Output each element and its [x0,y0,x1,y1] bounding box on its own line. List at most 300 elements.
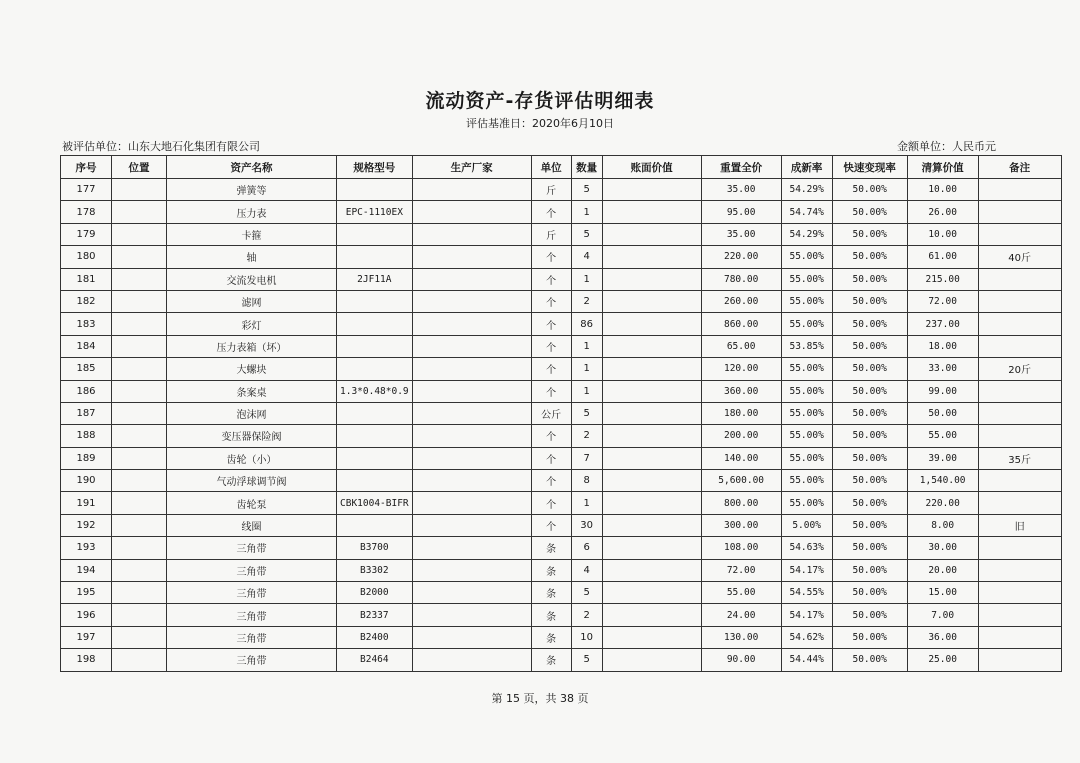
cell-col-unit: 条 [531,626,571,648]
cell-col-remarks [978,223,1061,245]
cell-col-book-value [602,626,701,648]
cell-col-newness-rate: 55.00% [781,268,832,290]
page-footer: 第 15 页，共 38 页 [491,692,589,705]
cell-col-seq: 178 [61,201,112,223]
cell-col-asset-name: 大螺块 [167,358,337,380]
cell-col-unit: 个 [531,380,571,402]
cell-col-remarks: 旧 [978,514,1061,536]
cell-col-spec [337,246,413,268]
cell-col-remarks [978,537,1061,559]
header-col-unit: 单位 [531,156,571,179]
cell-col-spec [337,402,413,424]
cell-col-seq: 185 [61,358,112,380]
cell-col-book-value [602,358,701,380]
cell-col-book-value [602,201,701,223]
cell-col-spec [337,470,413,492]
cell-col-manufacturer [412,425,531,447]
header-col-replacement-value: 重置全价 [701,156,781,179]
cell-col-newness-rate: 54.62% [781,626,832,648]
cell-col-remarks [978,492,1061,514]
table-row [61,380,1062,402]
cell-col-newness-rate: 54.17% [781,604,832,626]
cell-col-book-value [602,447,701,469]
cell-col-seq: 189 [61,447,112,469]
cell-col-book-value [602,604,701,626]
cell-col-manufacturer [412,492,531,514]
table-row [61,626,1062,648]
cell-col-location [112,582,167,604]
table-row [61,514,1062,536]
cell-col-manufacturer [412,201,531,223]
cell-col-book-value [602,470,701,492]
cell-col-replacement-value: 120.00 [701,358,781,380]
table-row [61,604,1062,626]
cell-col-liquidation-rate: 50.00% [832,201,907,223]
cell-col-liquidation-rate: 50.00% [832,223,907,245]
cell-col-book-value [602,335,701,357]
cell-col-newness-rate: 54.29% [781,179,832,201]
cell-col-liquidation-rate: 50.00% [832,358,907,380]
cell-col-liquidation-rate: 50.00% [832,514,907,536]
cell-col-liquidation-rate: 50.00% [832,380,907,402]
cell-col-asset-name: 三角带 [167,626,337,648]
cell-col-newness-rate: 55.00% [781,246,832,268]
cell-col-spec [337,425,413,447]
cell-col-location [112,335,167,357]
cell-col-newness-rate: 55.00% [781,425,832,447]
cell-col-remarks [978,335,1061,357]
cell-col-seq: 184 [61,335,112,357]
cell-col-liquidation-rate: 50.00% [832,626,907,648]
cell-col-liquidation-value: 36.00 [907,626,978,648]
header-col-book-value: 账面价值 [602,156,701,179]
cell-col-asset-name: 气动浮球调节阀 [167,470,337,492]
cell-col-manufacturer [412,470,531,492]
cell-col-remarks [978,268,1061,290]
cell-col-liquidation-value: 99.00 [907,380,978,402]
cell-col-seq: 179 [61,223,112,245]
table-row [61,470,1062,492]
cell-col-unit: 条 [531,582,571,604]
cell-col-spec [337,447,413,469]
cell-col-unit: 条 [531,559,571,581]
cell-col-asset-name: 压力表 [167,201,337,223]
cell-col-liquidation-value: 39.00 [907,447,978,469]
cell-col-book-value [602,492,701,514]
header-col-seq: 序号 [61,156,112,179]
cell-col-newness-rate: 55.00% [781,402,832,424]
cell-col-manufacturer [412,402,531,424]
cell-col-newness-rate: 54.44% [781,649,832,671]
header-col-liquidation-rate: 快速变现率 [832,156,907,179]
header-col-quantity: 数量 [571,156,602,179]
cell-col-remarks [978,582,1061,604]
cell-col-book-value [602,402,701,424]
cell-col-spec [337,223,413,245]
table-header-row [61,156,1062,179]
cell-col-liquidation-rate: 50.00% [832,537,907,559]
cell-col-unit: 个 [531,514,571,536]
cell-col-asset-name: 三角带 [167,582,337,604]
table-row [61,537,1062,559]
inventory-table [60,155,1062,672]
cell-col-replacement-value: 90.00 [701,649,781,671]
cell-col-spec: 1.3*0.48*0.9 [337,380,413,402]
cell-col-remarks [978,313,1061,335]
cell-col-quantity: 5 [571,649,602,671]
cell-col-replacement-value: 180.00 [701,402,781,424]
cell-col-manufacturer [412,246,531,268]
cell-col-quantity: 5 [571,179,602,201]
cell-col-asset-name: 交流发电机 [167,268,337,290]
cell-col-asset-name: 滤网 [167,290,337,312]
cell-col-quantity: 1 [571,268,602,290]
cell-col-location [112,559,167,581]
cell-col-spec [337,514,413,536]
cell-col-replacement-value: 300.00 [701,514,781,536]
cell-col-spec: 2JF11A [337,268,413,290]
cell-col-liquidation-rate: 50.00% [832,179,907,201]
cell-col-seq: 182 [61,290,112,312]
cell-col-liquidation-value: 30.00 [907,537,978,559]
cell-col-quantity: 30 [571,514,602,536]
cell-col-manufacturer [412,649,531,671]
cell-col-liquidation-value: 15.00 [907,582,978,604]
cell-col-asset-name: 彩灯 [167,313,337,335]
cell-col-seq: 196 [61,604,112,626]
cell-col-asset-name: 条案桌 [167,380,337,402]
cell-col-quantity: 5 [571,223,602,245]
cell-col-unit: 条 [531,537,571,559]
cell-col-quantity: 7 [571,447,602,469]
cell-col-location [112,358,167,380]
table-row [61,335,1062,357]
cell-col-book-value [602,179,701,201]
cell-col-liquidation-rate: 50.00% [832,559,907,581]
cell-col-remarks [978,470,1061,492]
table-row [61,246,1062,268]
cell-col-quantity: 1 [571,201,602,223]
cell-col-remarks [978,380,1061,402]
cell-col-quantity: 5 [571,402,602,424]
header-col-liquidation-value: 清算价值 [907,156,978,179]
cell-col-replacement-value: 5,600.00 [701,470,781,492]
cell-col-liquidation-value: 10.00 [907,179,978,201]
cell-col-book-value [602,559,701,581]
cell-col-replacement-value: 800.00 [701,492,781,514]
cell-col-quantity: 2 [571,290,602,312]
cell-col-liquidation-rate: 50.00% [832,470,907,492]
cell-col-unit: 个 [531,201,571,223]
cell-col-book-value [602,290,701,312]
cell-col-book-value [602,223,701,245]
cell-col-liquidation-rate: 50.00% [832,582,907,604]
cell-col-replacement-value: 200.00 [701,425,781,447]
table-row [61,313,1062,335]
cell-col-seq: 193 [61,537,112,559]
cell-col-book-value [602,582,701,604]
cell-col-manufacturer [412,223,531,245]
cell-col-liquidation-value: 33.00 [907,358,978,380]
cell-col-asset-name: 轴 [167,246,337,268]
cell-col-newness-rate: 54.55% [781,582,832,604]
cell-col-manufacturer [412,380,531,402]
cell-col-liquidation-rate: 50.00% [832,492,907,514]
cell-col-liquidation-rate: 50.00% [832,290,907,312]
cell-col-replacement-value: 55.00 [701,582,781,604]
cell-col-remarks [978,290,1061,312]
currency-unit: 金额单位：人民币元 [897,140,996,153]
cell-col-quantity: 1 [571,335,602,357]
cell-col-spec [337,335,413,357]
cell-col-seq: 194 [61,559,112,581]
cell-col-seq: 192 [61,514,112,536]
cell-col-liquidation-value: 72.00 [907,290,978,312]
cell-col-quantity: 5 [571,582,602,604]
cell-col-replacement-value: 108.00 [701,537,781,559]
cell-col-unit: 个 [531,335,571,357]
cell-col-location [112,604,167,626]
cell-col-location [112,626,167,648]
page-title: 流动资产-存货评估明细表 [425,90,655,112]
cell-col-liquidation-value: 10.00 [907,223,978,245]
cell-col-asset-name: 三角带 [167,537,337,559]
cell-col-remarks [978,649,1061,671]
cell-col-unit: 个 [531,425,571,447]
cell-col-quantity: 8 [571,470,602,492]
cell-col-spec: CBK1004-BIFR [337,492,413,514]
cell-col-replacement-value: 35.00 [701,179,781,201]
cell-col-newness-rate: 54.17% [781,559,832,581]
table-row [61,582,1062,604]
cell-col-seq: 183 [61,313,112,335]
cell-col-seq: 186 [61,380,112,402]
cell-col-unit: 斤 [531,223,571,245]
cell-col-unit: 个 [531,358,571,380]
cell-col-liquidation-value: 55.00 [907,425,978,447]
cell-col-unit: 个 [531,268,571,290]
cell-col-book-value [602,425,701,447]
cell-col-book-value [602,514,701,536]
cell-col-remarks: 20斤 [978,358,1061,380]
cell-col-remarks [978,201,1061,223]
cell-col-replacement-value: 780.00 [701,268,781,290]
cell-col-location [112,402,167,424]
cell-col-manufacturer [412,582,531,604]
table-row [61,649,1062,671]
cell-col-seq: 190 [61,470,112,492]
cell-col-unit: 个 [531,447,571,469]
evaluated-unit: 被评估单位：山东大地石化集团有限公司 [62,140,260,153]
cell-col-remarks [978,559,1061,581]
cell-col-replacement-value: 35.00 [701,223,781,245]
header-col-remarks: 备注 [978,156,1061,179]
cell-col-seq: 195 [61,582,112,604]
cell-col-liquidation-rate: 50.00% [832,402,907,424]
cell-col-liquidation-value: 215.00 [907,268,978,290]
table-row [61,492,1062,514]
cell-col-replacement-value: 360.00 [701,380,781,402]
cell-col-unit: 斤 [531,179,571,201]
cell-col-location [112,246,167,268]
cell-col-asset-name: 卡箍 [167,223,337,245]
cell-col-manufacturer [412,358,531,380]
cell-col-replacement-value: 65.00 [701,335,781,357]
cell-col-seq: 188 [61,425,112,447]
cell-col-seq: 181 [61,268,112,290]
cell-col-unit: 个 [531,246,571,268]
table-row [61,268,1062,290]
cell-col-manufacturer [412,626,531,648]
cell-col-spec: B2400 [337,626,413,648]
cell-col-spec [337,358,413,380]
cell-col-newness-rate: 55.00% [781,470,832,492]
cell-col-replacement-value: 130.00 [701,626,781,648]
cell-col-manufacturer [412,313,531,335]
cell-col-book-value [602,246,701,268]
table-row [61,358,1062,380]
cell-col-asset-name: 变压器保险阀 [167,425,337,447]
cell-col-asset-name: 齿轮泵 [167,492,337,514]
cell-col-book-value [602,313,701,335]
cell-col-newness-rate: 54.74% [781,201,832,223]
cell-col-liquidation-value: 7.00 [907,604,978,626]
cell-col-unit: 条 [531,604,571,626]
cell-col-quantity: 10 [571,626,602,648]
cell-col-liquidation-rate: 50.00% [832,246,907,268]
cell-col-book-value [602,649,701,671]
cell-col-liquidation-rate: 50.00% [832,268,907,290]
cell-col-location [112,223,167,245]
cell-col-newness-rate: 55.00% [781,380,832,402]
header-col-newness-rate: 成新率 [781,156,832,179]
cell-col-replacement-value: 220.00 [701,246,781,268]
cell-col-replacement-value: 72.00 [701,559,781,581]
cell-col-remarks [978,179,1061,201]
cell-col-location [112,649,167,671]
cell-col-book-value [602,380,701,402]
cell-col-location [112,380,167,402]
cell-col-remarks [978,402,1061,424]
cell-col-asset-name: 三角带 [167,649,337,671]
cell-col-manufacturer [412,559,531,581]
cell-col-location [112,492,167,514]
cell-col-unit: 条 [531,649,571,671]
cell-col-replacement-value: 260.00 [701,290,781,312]
cell-col-liquidation-value: 20.00 [907,559,978,581]
cell-col-spec: B3302 [337,559,413,581]
cell-col-spec [337,313,413,335]
cell-col-newness-rate: 55.00% [781,358,832,380]
cell-col-newness-rate: 54.29% [781,223,832,245]
cell-col-book-value [602,537,701,559]
cell-col-manufacturer [412,335,531,357]
table-row [61,223,1062,245]
cell-col-location [112,201,167,223]
cell-col-quantity: 2 [571,604,602,626]
table-row [61,290,1062,312]
cell-col-quantity: 1 [571,358,602,380]
cell-col-replacement-value: 95.00 [701,201,781,223]
cell-col-manufacturer [412,447,531,469]
cell-col-liquidation-value: 220.00 [907,492,978,514]
cell-col-remarks [978,425,1061,447]
cell-col-location [112,290,167,312]
cell-col-seq: 197 [61,626,112,648]
table-row [61,447,1062,469]
cell-col-remarks [978,626,1061,648]
cell-col-asset-name: 齿轮（小） [167,447,337,469]
cell-col-asset-name: 线圈 [167,514,337,536]
cell-col-liquidation-value: 18.00 [907,335,978,357]
cell-col-liquidation-rate: 50.00% [832,425,907,447]
cell-col-liquidation-rate: 50.00% [832,335,907,357]
cell-col-remarks [978,604,1061,626]
cell-col-seq: 191 [61,492,112,514]
cell-col-unit: 公斤 [531,402,571,424]
cell-col-unit: 个 [531,290,571,312]
cell-col-unit: 个 [531,470,571,492]
cell-col-unit: 个 [531,492,571,514]
cell-col-asset-name: 泡沫网 [167,402,337,424]
cell-col-remarks: 40斤 [978,246,1061,268]
cell-col-spec: B2337 [337,604,413,626]
cell-col-manufacturer [412,268,531,290]
header-col-location: 位置 [112,156,167,179]
cell-col-liquidation-value: 1,540.00 [907,470,978,492]
cell-col-unit: 个 [531,313,571,335]
table-row [61,201,1062,223]
cell-col-spec: B3700 [337,537,413,559]
cell-col-asset-name: 三角带 [167,604,337,626]
table-row [61,179,1062,201]
cell-col-location [112,447,167,469]
cell-col-quantity: 1 [571,492,602,514]
cell-col-newness-rate: 55.00% [781,313,832,335]
cell-col-asset-name: 弹簧等 [167,179,337,201]
cell-col-manufacturer [412,604,531,626]
cell-col-location [112,514,167,536]
cell-col-quantity: 2 [571,425,602,447]
cell-col-seq: 198 [61,649,112,671]
cell-col-liquidation-rate: 50.00% [832,649,907,671]
cell-col-liquidation-value: 61.00 [907,246,978,268]
cell-col-book-value [602,268,701,290]
base-date: 评估基准日：2020年6月10日 [466,117,614,130]
cell-col-seq: 187 [61,402,112,424]
cell-col-spec [337,290,413,312]
cell-col-manufacturer [412,537,531,559]
table-row [61,425,1062,447]
cell-col-newness-rate: 5.00% [781,514,832,536]
cell-col-manufacturer [412,514,531,536]
cell-col-asset-name: 压力表箱（坏） [167,335,337,357]
cell-col-asset-name: 三角带 [167,559,337,581]
cell-col-seq: 180 [61,246,112,268]
cell-col-liquidation-value: 26.00 [907,201,978,223]
table-row [61,559,1062,581]
cell-col-location [112,179,167,201]
cell-col-newness-rate: 53.85% [781,335,832,357]
cell-col-quantity: 6 [571,537,602,559]
cell-col-location [112,425,167,447]
cell-col-quantity: 1 [571,380,602,402]
cell-col-liquidation-value: 25.00 [907,649,978,671]
cell-col-liquidation-value: 50.00 [907,402,978,424]
cell-col-liquidation-value: 237.00 [907,313,978,335]
cell-col-spec: B2000 [337,582,413,604]
cell-col-spec: B2464 [337,649,413,671]
